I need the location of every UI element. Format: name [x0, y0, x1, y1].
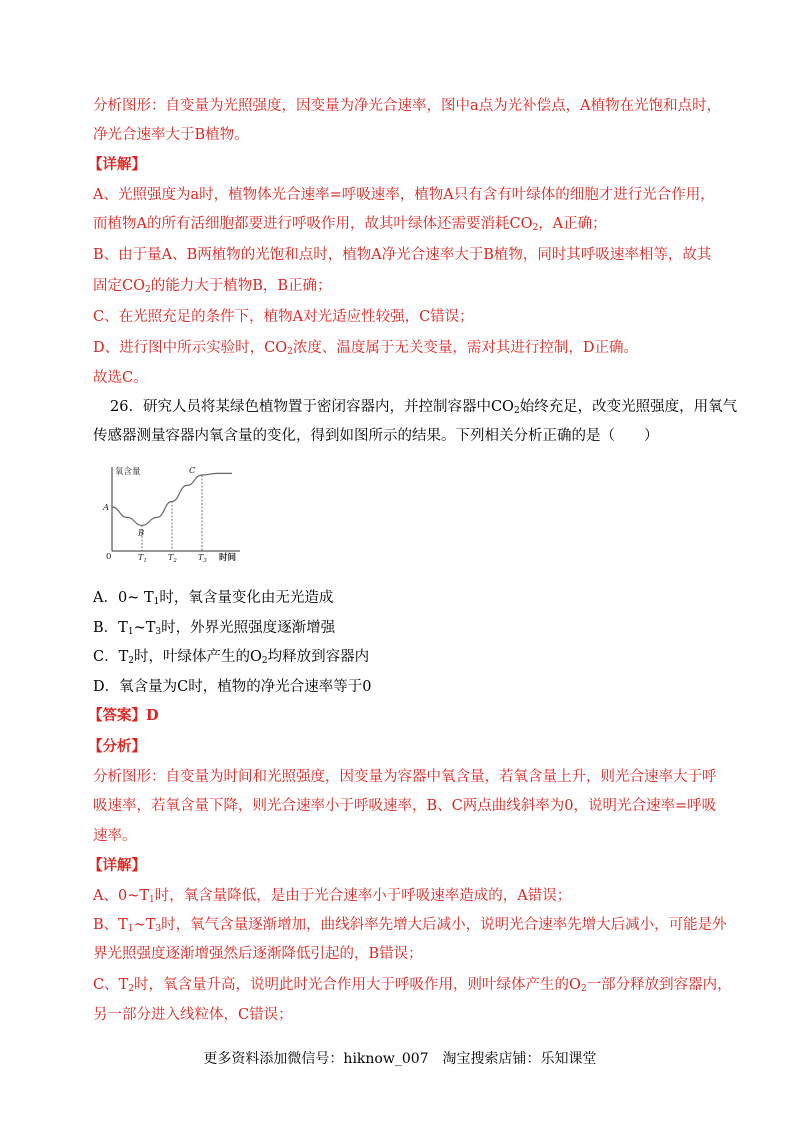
option-c: C．$T_2$时，叶绿体产生的$O_2$均释放到容器内 — [93, 649, 370, 666]
origin-label: 0 — [106, 552, 112, 562]
prev-detail-heading: 【详解】 — [88, 156, 146, 173]
point-label-b: B — [138, 528, 145, 539]
prev-analysis-line-2: 净光合速率大于B植物。 — [93, 127, 249, 143]
detail-b-line-2: 界光照强度逐渐增强然后逐渐降低引起的，B错误； — [93, 946, 423, 962]
detail-heading: 【详解】 — [88, 857, 146, 874]
answer: 【答案】D — [88, 707, 159, 724]
detail-b-line-1: B、$T_1\sim T_3$时，氧气含量逐渐增加，曲线斜率先增大后减小，说明光合速率先增大后减小，可能是外 — [93, 917, 727, 934]
option-a: A．0~ $T_1$时，氧含量变化由无光造成 — [93, 590, 334, 607]
point-label-c: C — [189, 466, 196, 476]
oxygen-chart — [98, 463, 248, 573]
detail-c-line-2: 另一部分进入线粒体，C错误； — [93, 1007, 293, 1023]
detail-a-line: A、$0\sim T_1$时，氧含量降低，是由于光合速率小于呼吸速率造成的，A错误； — [93, 888, 572, 905]
tick-t1: $T_1$ — [138, 553, 147, 564]
option-b: B．$T_1\sim T_3$时，外界光照强度逐渐增强 — [93, 620, 336, 637]
point-label-a: A — [103, 503, 110, 513]
oxygen-curve — [112, 473, 232, 525]
analysis-line-2: 吸速率，若氧含量下降，则光合速率小于呼吸速率，B、C两点曲线斜率为0，说明光合速率=呼吸 — [93, 798, 717, 814]
prev-detail-d-line: D、进行图中所示实验时，$CO_2$浓度、温度属于无关变量，需对其进行控制，D正确。 — [93, 340, 638, 357]
prev-detail-b-line-1: B、由于量A、B两植物的光饱和点时，植物A净光合速率大于B植物，同时其呼吸速率相等，故其 — [93, 247, 712, 263]
analysis-line-1: 分析图形：自变量为时间和光照强度，因变量为容器中氧含量，若氧含量上升，则光合速率大于呼 — [93, 769, 717, 785]
prev-detail-a-line-1: A、光照强度为a时，植物体光合速率=呼吸速率，植物A只有含有叶绿体的细胞才进行光合作用， — [93, 187, 715, 203]
analysis-line-3: 速率。 — [93, 828, 137, 844]
prev-detail-b-line-2: 固定$CO_2$的能力大于植物B，B正确； — [93, 278, 332, 295]
prev-analysis-line-1: 分析图形：自变量为光照强度，因变量为净光合速率，图中a点为光补偿点，A植物在光饱和点时， — [93, 98, 722, 114]
q26-stem-line-1: 26．研究人员将某绿色植物置于密闭容器内，并控制容器中$CO_2$始终充足，改变光照强度，用氧气 — [110, 399, 738, 416]
option-d: D．氧含量为C时，植物的净光合速率等于0 — [93, 679, 372, 695]
tick-t2: $T_2$ — [168, 553, 177, 564]
footer: 更多资料添加微信号：hiknow_007 淘宝搜索店铺：乐知课堂 — [203, 1051, 597, 1067]
prev-conclusion: 故选C。 — [93, 370, 148, 386]
y-axis-label: 氧含量 — [115, 467, 141, 477]
analysis-heading: 【分析】 — [88, 738, 146, 755]
prev-detail-c-line: C、在光照充足的条件下，植物A对光适应性较强，C错误； — [93, 309, 474, 325]
q26-stem-line-2: 传感器测量容器内氧含量的变化，得到如图所示的结果。下列相关分析正确的是（ ） — [93, 428, 659, 444]
detail-c-line-1: C、$T_2$时，氧含量升高，说明此时光合作用大于呼吸作用，则叶绿体产生的$O_2$一部分释放到容器内， — [93, 977, 732, 994]
tick-t3: $T_3$ — [198, 553, 207, 564]
prev-detail-a-line-2: 而植物A的所有活细胞都要进行呼吸作用，故其叶绿体还需要消耗$CO_2$，A正确； — [93, 216, 607, 233]
x-axis-label: 时间 — [219, 553, 237, 563]
